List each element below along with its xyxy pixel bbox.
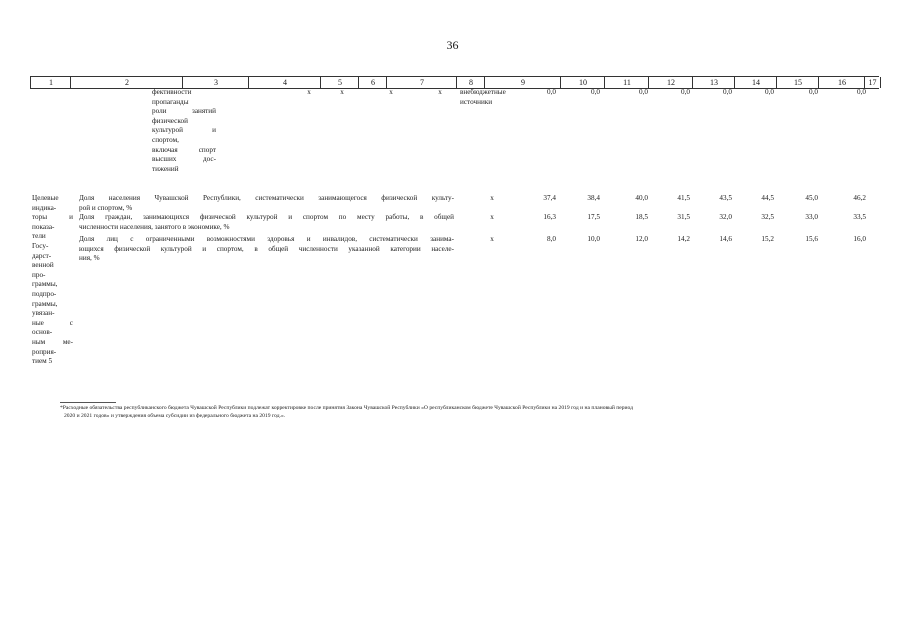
value-cell: 14,2 — [677, 235, 690, 244]
measure-name-line: физической — [152, 116, 188, 125]
value-cell: 15,6 — [805, 235, 818, 244]
measure-name-line: пропаганды — [152, 97, 189, 106]
value-cell: 12,0 — [635, 235, 648, 244]
indicator-text-line: ющихся физической культурой и спортом, в общей численности указанной категории населе- — [79, 244, 454, 253]
value-cell: 15,2 — [761, 235, 774, 244]
header-col-15: 15 — [776, 77, 819, 88]
measure-name-line: высших дос- — [152, 155, 216, 164]
value-cell: 41,5 — [677, 194, 690, 202]
header-col-2: 2 — [70, 77, 183, 88]
indicator-text-line: ния, % — [79, 254, 100, 263]
indicator-mark: х — [490, 235, 494, 244]
value-cell: 16,0 — [853, 235, 866, 244]
cell-col7: х — [389, 88, 393, 96]
header-col-5: 5 — [320, 77, 359, 88]
measure-name-line: включая спорт — [152, 145, 216, 154]
header-col-10: 10 — [560, 77, 605, 88]
footnote — [60, 404, 850, 420]
indicator-text-line: численности населения, занятого в экономике, % — [79, 222, 230, 231]
indicator-mark: х — [490, 213, 494, 222]
indicator-values — [530, 213, 879, 223]
header-col-8: 8 — [456, 77, 485, 88]
value-cell: 0,0 — [765, 88, 774, 96]
value-cell: 43,5 — [719, 194, 732, 202]
indicator-text-line: Доля населения Чувашской Республики, систематически занимающегося физической культу- — [79, 194, 454, 202]
page-number: 36 — [446, 38, 459, 52]
value-cell: 0,0 — [723, 88, 732, 96]
header-col-7: 7 — [386, 77, 457, 88]
measure-name-line: фективности — [152, 88, 192, 96]
value-cell: 14,6 — [719, 235, 732, 244]
measure-name-line: культурой и — [152, 126, 216, 135]
measure-name-line: спортом, — [152, 136, 179, 144]
value-cell: 0,0 — [857, 88, 866, 96]
value-cell: 44,5 — [761, 194, 774, 202]
header-col-16: 16 — [818, 77, 865, 88]
value-cell: 8,0 — [547, 235, 556, 244]
footnote-rule — [60, 402, 116, 403]
header-col-1: 1 — [30, 77, 71, 88]
indicator-text-line: рой и спортом, % — [79, 203, 133, 212]
value-cell: 38,4 — [587, 194, 600, 202]
value-cell: 32,0 — [719, 213, 732, 222]
value-cell: 0,0 — [681, 88, 690, 96]
header-col-12: 12 — [648, 77, 693, 88]
value-cell: 31,5 — [677, 213, 690, 222]
indicator-mark: х — [490, 194, 494, 202]
value-cell: 33,5 — [853, 213, 866, 222]
footnote-line: 2020 и 2021 годов» и утверждения объема субсидии из федерального бюджета на 2019 год.». — [64, 413, 286, 420]
footnote-line: *Расходные обязательства республиканского бюджета Чувашской Республики подлежат корректировке после принятия Закона Чувашской Республики «О республиканском бюджете Чувашской Республики на 2019 год и на плановый период — [60, 405, 634, 411]
value-cell: 0,0 — [639, 88, 648, 96]
value-cell: 17,5 — [587, 213, 600, 222]
top-row-values — [530, 88, 879, 98]
value-cell: 18,5 — [635, 213, 648, 222]
value-cell: 0,0 — [809, 88, 818, 96]
value-cell: 40,0 — [635, 194, 648, 202]
indicator-values — [530, 194, 879, 204]
value-cell: 10,0 — [587, 235, 600, 244]
cell-col8: х — [438, 88, 442, 96]
value-cell: 33,0 — [805, 213, 818, 222]
header-col-3: 3 — [182, 77, 249, 88]
header-col-9: 9 — [484, 77, 561, 88]
header-col-13: 13 — [692, 77, 735, 88]
value-cell: 16,3 — [543, 213, 556, 222]
value-cell: 0,0 — [547, 88, 556, 96]
cell-col5: х — [307, 88, 311, 96]
header-col-4: 4 — [248, 77, 321, 88]
indicator-values — [530, 235, 879, 245]
measure-name-line: роли занятий — [152, 107, 216, 116]
header-col-11: 11 — [604, 77, 649, 88]
measure-name-line: тижений — [152, 164, 179, 173]
header-col-17: 17 — [864, 77, 881, 88]
value-cell: 45,0 — [805, 194, 818, 202]
value-cell: 0,0 — [591, 88, 600, 96]
funding-source: внебюджетные — [460, 88, 506, 96]
funding-source: источники — [460, 97, 493, 106]
indicator-text-line: Доля лиц с ограниченными возможностями здоровья и инвалидов, систематически занима- — [79, 235, 454, 244]
value-cell: 37,4 — [543, 194, 556, 202]
header-col-6: 6 — [358, 77, 387, 88]
header-col-14: 14 — [734, 77, 777, 88]
cell-col6: х — [340, 88, 344, 96]
value-cell: 32,5 — [761, 213, 774, 222]
indicator-text-line: Доля граждан, занимающихся физической культурой и спортом по месту работы, в общей — [79, 213, 454, 222]
value-cell: 46,2 — [853, 194, 866, 202]
